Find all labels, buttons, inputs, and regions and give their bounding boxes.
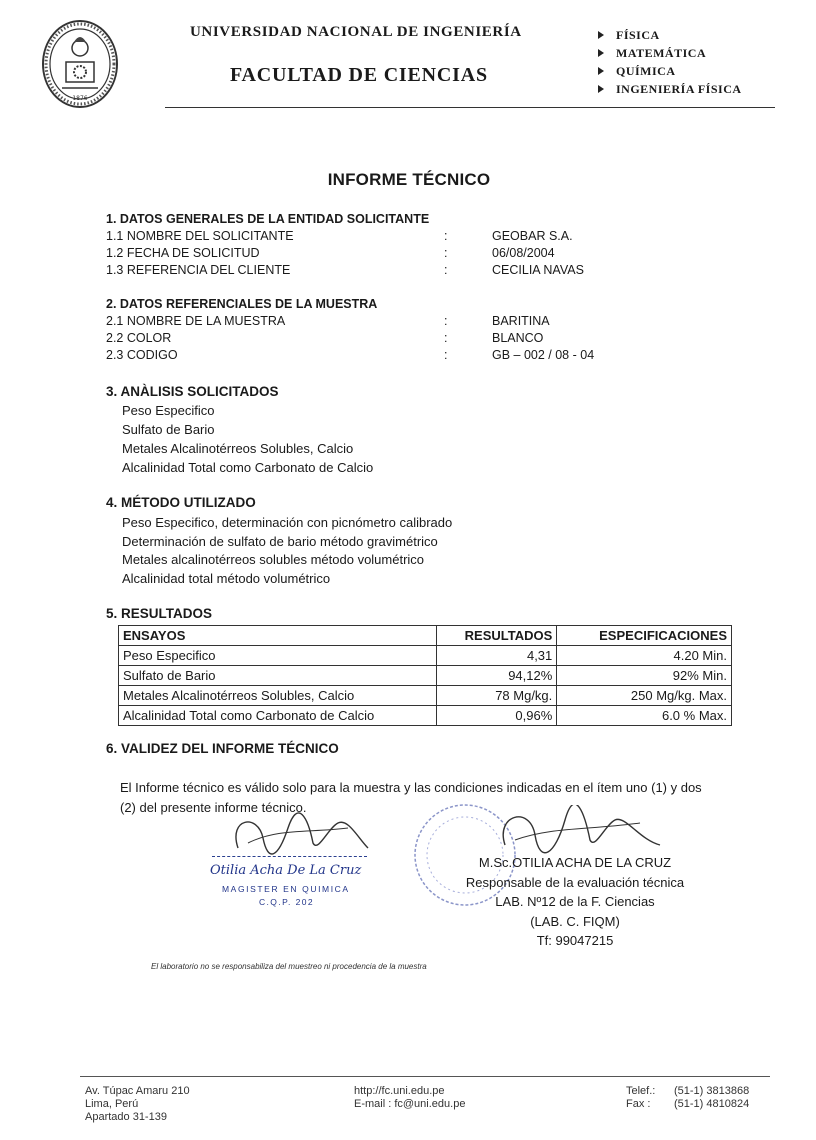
specification-cell: 250 Mg/kg. Max. — [557, 686, 732, 706]
phone-value: (51-1) 3813868 — [674, 1085, 750, 1097]
address-line: Apartado 31-139 — [85, 1111, 167, 1123]
code-label: 2.3 CODIGO — [106, 348, 178, 362]
section4-heading: 4. MÉTODO UTILIZADO — [106, 495, 256, 510]
fax-label: Fax : — [626, 1098, 651, 1110]
signature-right-icon — [490, 805, 670, 860]
email-link[interactable]: E-mail : fc@uni.edu.pe — [354, 1098, 466, 1110]
responsible-block — [450, 853, 700, 951]
method-item: Metales alcalinotérreos solubles método volumétrico — [122, 552, 425, 567]
department-item: FÍSICA — [598, 26, 742, 44]
result-cell: 94,12% — [437, 666, 557, 686]
applicant-name-value: GEOBAR S.A. — [492, 229, 573, 243]
results-table — [118, 625, 732, 726]
university-name: UNIVERSIDAD NACIONAL DE INGENIERÍA — [190, 24, 522, 40]
method-item: Determinación de sulfato de bario método gravimétrico — [122, 534, 438, 549]
section2-heading: 2. DATOS REFERENCIALES DE LA MUESTRA — [106, 297, 378, 311]
arrow-right-icon — [598, 49, 604, 57]
footer-address — [85, 1085, 190, 1124]
request-date-value: 06/08/2004 — [492, 246, 555, 260]
color-value: BLANCO — [492, 331, 544, 345]
column-header-tests: ENSAYOS — [119, 626, 437, 646]
colon: : — [444, 348, 448, 362]
specification-cell: 92% Min. — [557, 666, 732, 686]
column-header-specifications: ESPECIFICACIONES — [557, 626, 732, 646]
table-header-row — [119, 626, 732, 646]
document-title: INFORME TÉCNICO — [327, 170, 491, 189]
signatory-registration: C.Q.P. 202 — [259, 897, 314, 907]
method-item: Peso Especifico, determinación con picnómetro calibrado — [122, 515, 453, 530]
colon: : — [444, 263, 448, 277]
analysis-item: Alcalinidad Total como Carbonato de Calcio — [122, 460, 374, 475]
specification-cell: 4.20 Min. — [557, 646, 732, 666]
request-date-label: 1.2 FECHA DE SOLICITUD — [106, 246, 260, 260]
table-row — [119, 686, 732, 706]
address-line: Lima, Perú — [85, 1098, 139, 1110]
signature-line — [212, 856, 367, 857]
responsible-name: M.Sc.OTILIA ACHA DE LA CRUZ — [478, 855, 672, 870]
faculty-name: FACULTAD DE CIENCIAS — [230, 64, 488, 86]
website-link[interactable]: http://fc.uni.edu.pe — [354, 1085, 445, 1097]
department-list — [598, 26, 742, 98]
test-name-cell: Alcalinidad Total como Carbonato de Calcio — [119, 706, 437, 726]
colon: : — [444, 314, 448, 328]
sample-name-label: 2.1 NOMBRE DE LA MUESTRA — [106, 314, 286, 328]
signatory-title: MAGISTER EN QUIMICA — [222, 884, 350, 894]
footer-divider — [80, 1076, 770, 1077]
result-cell: 78 Mg/kg. — [437, 686, 557, 706]
header-divider — [165, 107, 775, 108]
svg-text:1876: 1876 — [72, 95, 88, 102]
address-line: Av. Túpac Amaru 210 — [85, 1085, 190, 1097]
responsible-lab-code: (LAB. C. FIQM) — [530, 913, 620, 929]
department-item: INGENIERÍA FÍSICA — [598, 80, 742, 98]
client-reference-value: CECILIA NAVAS — [492, 263, 584, 277]
footer-phones — [626, 1085, 749, 1111]
test-name-cell: Metales Alcalinotérreos Solubles, Calcio — [119, 686, 437, 706]
section5-heading: 5. RESULTADOS — [106, 606, 213, 621]
responsible-phone: Tf: 99047215 — [536, 933, 614, 948]
section1-heading: 1. DATOS GENERALES DE LA ENTIDAD SOLICITANTE — [106, 212, 430, 226]
section3-heading: 3. ANÀLISIS SOLICITADOS — [106, 384, 279, 399]
applicant-name-label: 1.1 NOMBRE DEL SOLICITANTE — [106, 229, 294, 243]
department-item: MATEMÁTICA — [598, 44, 742, 62]
responsible-role: Responsable de la evaluación técnica — [465, 874, 685, 890]
arrow-right-icon — [598, 85, 604, 93]
analysis-item: Metales Alcalinotérreos Solubles, Calcio — [122, 441, 354, 456]
specification-cell: 6.0 % Max. — [557, 706, 732, 726]
result-cell: 4,31 — [437, 646, 557, 666]
department-item: QUÍMICA — [598, 62, 742, 80]
university-seal-icon — [40, 18, 120, 110]
validity-text: El Informe técnico es válido solo para la muestra y las condiciones indicadas en el ítem uno (1) y dos (2) del presente informe técnico. — [120, 780, 702, 815]
test-name-cell: Peso Especifico — [119, 646, 437, 666]
sample-name-value: BARITINA — [492, 314, 550, 328]
analysis-item: Sulfato de Bario — [122, 422, 215, 437]
test-name-cell: Sulfato de Bario — [119, 666, 437, 686]
colon: : — [444, 246, 448, 260]
column-header-results: RESULTADOS — [437, 626, 557, 646]
section6-heading: 6. VALIDEZ DEL INFORME TÉCNICO — [106, 741, 339, 756]
signature-left-icon — [218, 808, 378, 868]
footer-contact-web — [354, 1085, 465, 1111]
method-item: Alcalinidad total método volumétrico — [122, 571, 331, 586]
signatory-script-name: Otilia Acha De La Cruz — [210, 863, 362, 878]
responsible-lab: LAB. Nº12 de la F. Ciencias — [495, 894, 655, 909]
colon: : — [444, 331, 448, 345]
disclaimer-text: El laboratorio no se responsabiliza del muestreo ni procedencia de la muestra — [151, 962, 427, 971]
colon: : — [444, 229, 448, 243]
client-reference-label: 1.3 REFERENCIA DEL CLIENTE — [106, 263, 291, 277]
arrow-right-icon — [598, 67, 604, 75]
color-label: 2.2 COLOR — [106, 331, 172, 345]
analysis-item: Peso Especifico — [122, 403, 215, 418]
table-row — [119, 646, 732, 666]
phone-label: Telef.: — [626, 1085, 656, 1097]
code-value: GB – 002 / 08 - 04 — [492, 348, 595, 362]
table-row — [119, 706, 732, 726]
fax-value: (51-1) 4810824 — [674, 1098, 750, 1110]
arrow-right-icon — [598, 31, 604, 39]
result-cell: 0,96% — [437, 706, 557, 726]
table-row — [119, 666, 732, 686]
